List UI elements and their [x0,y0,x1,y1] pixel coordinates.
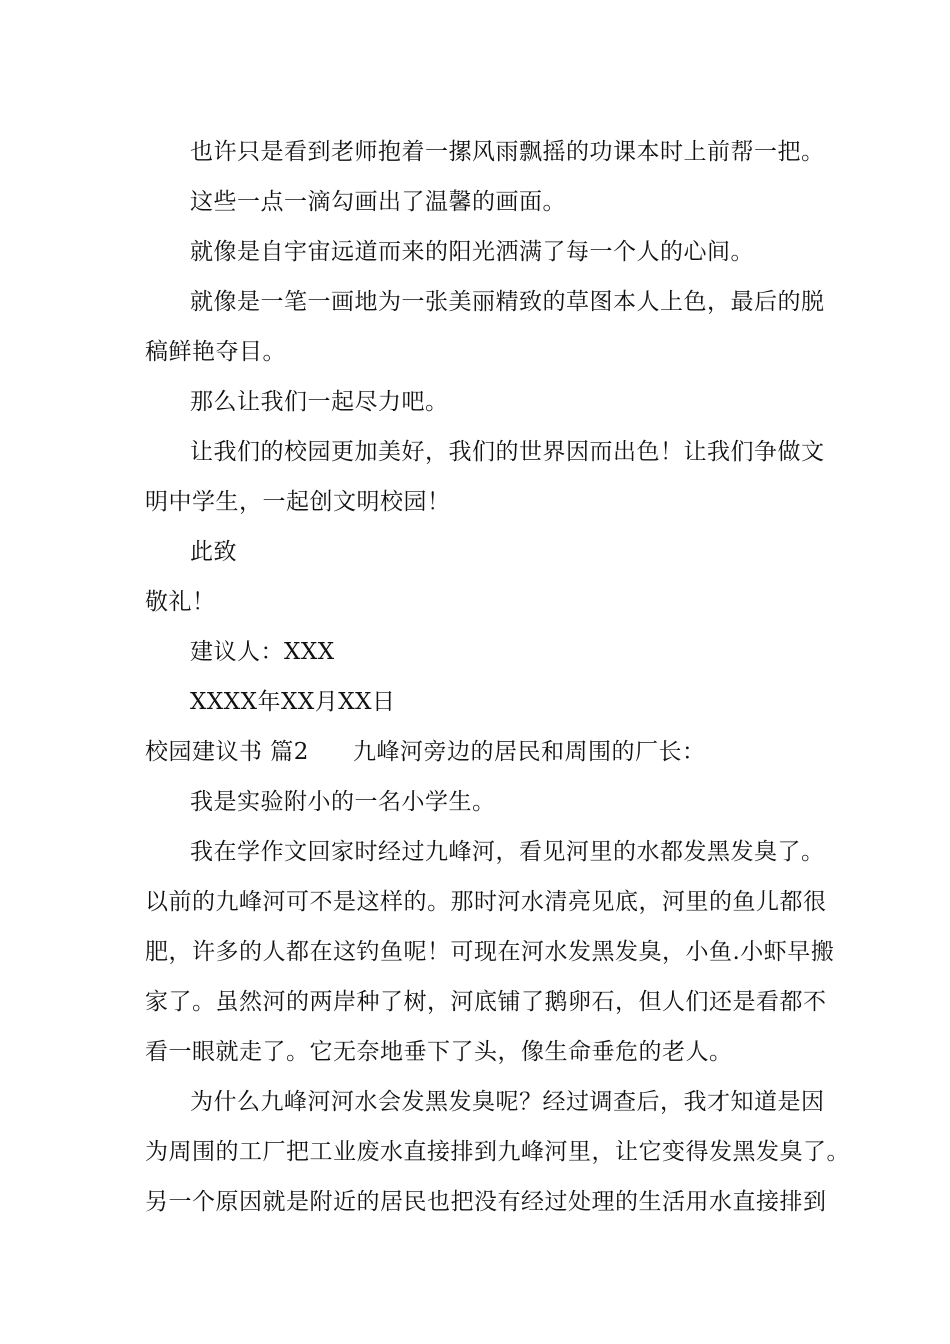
section-title: 校园建议书 篇2 [145,739,309,765]
text-line: 也许只是看到老师抱着一摞风雨飘摇的功课本时上前帮一把。 [190,139,825,165]
text-line: 明中学生，一起创文明校园！ [145,489,451,515]
salutation: 九峰河旁边的居民和周围的厂长： [352,739,706,765]
text-line: 我是实验附小的一名小学生。 [190,789,496,815]
text-line: 敬礼！ [145,589,216,615]
text-line: 我在学作文回家时经过九峰河，看见河里的水都发黑发臭了。 [190,839,825,865]
text-line: 家了。虽然河的两岸种了树，河底铺了鹅卵石，但人们还是看都不 [145,989,827,1015]
text-line: 另一个原因就是附近的居民也把没有经过处理的生活用水直接排到 [145,1189,827,1215]
letter-closing-section [145,127,825,727]
text-line: 为什么九峰河河水会发黑发臭呢？经过调查后，我才知道是因 [190,1089,825,1115]
text-line: 就像是一笔一画地为一张美丽精致的草图本人上色，最后的脱 [190,289,825,315]
letter-body-section [145,777,850,1227]
text-line: 那么让我们一起尽力吧。 [190,389,449,415]
text-line: 以前的九峰河可不是这样的。那时河水清亮见底，河里的鱼儿都很 [145,889,827,915]
text-line: XXXX年XX月XX日 [190,689,396,715]
document-page [145,127,850,1227]
text-line: 稿鲜艳夺目。 [145,339,286,365]
text-line: 这些一点一滴勾画出了温馨的画面。 [190,189,566,215]
section-heading [145,727,825,777]
text-line: 建议人：XXX [190,639,335,665]
text-line: 让我们的校园更加美好，我们的世界因而出色！让我们争做文 [190,439,825,465]
text-line: 为周围的工厂把工业废水直接排到九峰河里，让它变得发黑发臭了。 [145,1139,850,1165]
text-line: 肥，许多的人都在这钓鱼呢！可现在河水发黑发臭，小鱼.小虾早搬 [145,939,835,965]
text-line: 看一眼就走了。它无奈地垂下了头，像生命垂危的老人。 [145,1039,733,1065]
text-line: 此致 [190,539,237,565]
text-line: 就像是自宇宙远道而来的阳光洒满了每一个人的心间。 [190,239,754,265]
